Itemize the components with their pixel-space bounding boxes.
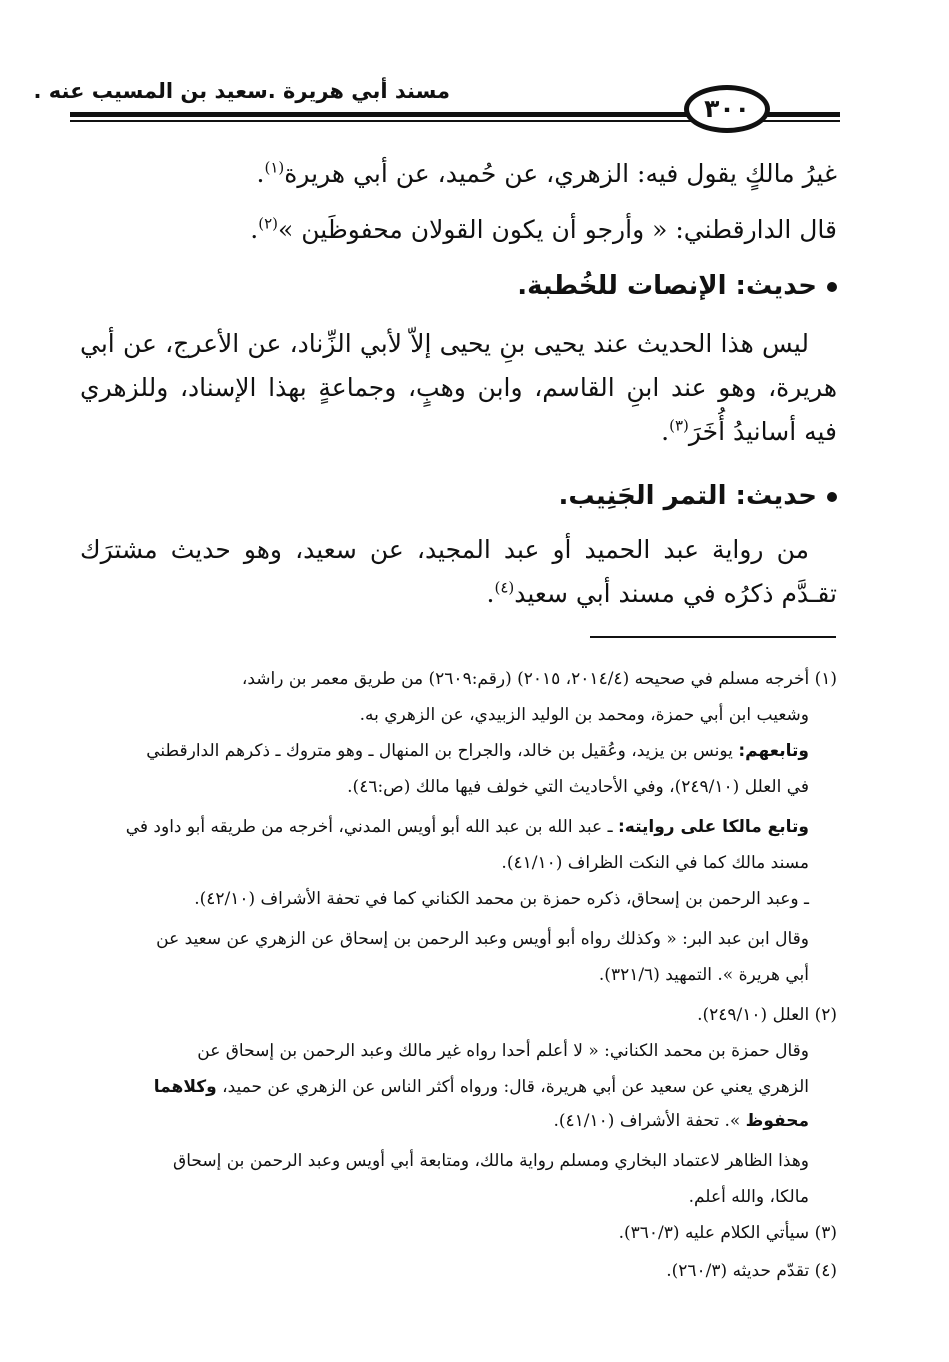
footnote-label: وتابع مالكا على روايته: xyxy=(617,817,809,837)
footnote-2-line: الزهري يعني عن سعيد عن أبي هريرة، قال: ورواه أكثر الناس عن الزهري عن حميد، وكلاهما xyxy=(153,1077,809,1097)
hadith-heading-1: حديث: الإنصات للخُطبة. xyxy=(517,264,837,308)
footnote-1-line: ـ وعبد الرحمن بن إسحاق، ذكره حمزة بن محمد الكناني كما في تحفة الأشراف (٤٢/١٠). xyxy=(194,889,809,909)
bullet-icon xyxy=(827,282,837,292)
footnote-ref-2[interactable]: (٢) xyxy=(258,214,279,233)
footnote-1-line: وشعيب ابن أبي حمزة، ومحمد بن الوليد الزبيدي، عن الزهري به. xyxy=(359,705,809,725)
footnote-1-line: وتابع مالكا على روايته: ـ عبد الله بن عبد الله أبو أويس المدني، أخرجه من طريقه أبو داود في xyxy=(125,817,809,837)
running-title: مسند أبي هريرة .سعيد بن المسيب عنه . xyxy=(33,79,450,103)
footnote-1-line: وتابعهم: يونس بن يزيد، وعُقيل بن خالد، والجراح بن المنهال ـ وهو متروك ـ ذكرهم الدارقطني xyxy=(146,741,809,761)
bullet-icon xyxy=(827,492,837,502)
footnote-1-line: أبي هريرة ». التمهيد (٣٢١/٦). xyxy=(598,965,809,985)
body-paragraph-2: من رواية عبد الحميد أو عبد المجيد، عن سعيد، وهو حديث مشترَك تقـدَّم ذكرُه في مسند أبي سعيد$^{(٤)}$. xyxy=(80,535,837,608)
hadith-heading-2: حديث: التمر الجَنِيب. xyxy=(559,474,838,518)
body-line-2: قال الدارقطني: « وأرجو أن يكون القولان محفوظَين »$^{(٢)}$. xyxy=(250,214,837,244)
page-number: ٣٠٠ xyxy=(684,85,770,133)
body-paragraph-1: ليس هذا الحديث عند يحيى بنِ يحيى إلاّ لأبي الزِّناد، عن الأعرج، عن أبي هريرة، وهو عند ابنِ القاسم، وابن وهبٍ، وجماعةٍ بهذا الإسناد، وللزهري فيه أسانيدُ أُخَرَ$^{(٣)}$. xyxy=(80,329,837,446)
footnote-4: (٤) تقدّم حديثه (٢٦٠/٣). xyxy=(666,1261,837,1281)
footnote-2-line: محفوظ ». تحفة الأشراف (٤١/١٠). xyxy=(553,1111,809,1131)
footnote-3: (٣) سيأتي الكلام عليه (٣٦٠/٣). xyxy=(618,1223,837,1243)
footnote-ref-1[interactable]: (١) xyxy=(264,158,285,177)
footnote-2-line: وهذا الظاهر لاعتماد البخاري ومسلم رواية مالك، ومتابعة أبي أويس وعبد الرحمن بن إسحاق xyxy=(173,1151,809,1171)
footnote-1-line: وقال ابن عبد البر: « وكذلك رواه أبو أويس وعبد الرحمن بن إسحاق عن الزهري عن سعيد عن xyxy=(156,929,809,949)
body-line-1: غيرُ مالكٍ يقول فيه: الزهري، عن حُميد، عن أبي هريرة$^{(١)}$. xyxy=(256,158,837,188)
footnote-1-line: مسند مالك كما في النكت الظراف (٤١/١٠). xyxy=(501,853,809,873)
footnote-separator xyxy=(590,636,836,638)
footnote-2-line: (٢) العلل (٢٤٩/١٠). xyxy=(697,1005,837,1025)
footnote-ref-4[interactable]: (٤) xyxy=(494,578,515,597)
footnote-ref-3[interactable]: (٣) xyxy=(669,416,689,435)
footnote-label: وتابعهم: xyxy=(738,741,809,761)
footnote-2-line: وقال حمزة بن محمد الكناني: « لا أعلم أحدا رواه غير مالك وعبد الرحمن بن إسحاق عن xyxy=(197,1041,809,1061)
footnote-1-line: (١) أخرجه مسلم في صحيحه (٢٠١٤/٤، ٢٠١٥) (رقم:٢٦٠٩) من طريق معمر بن راشد، xyxy=(241,669,837,689)
footnote-1-line: في العلل (٢٤٩/١٠)، وفي الأحاديث التي خولف فيها مالك (ص:٤٦). xyxy=(347,777,809,797)
footnote-2-line: مالكا، والله أعلم. xyxy=(688,1187,809,1207)
